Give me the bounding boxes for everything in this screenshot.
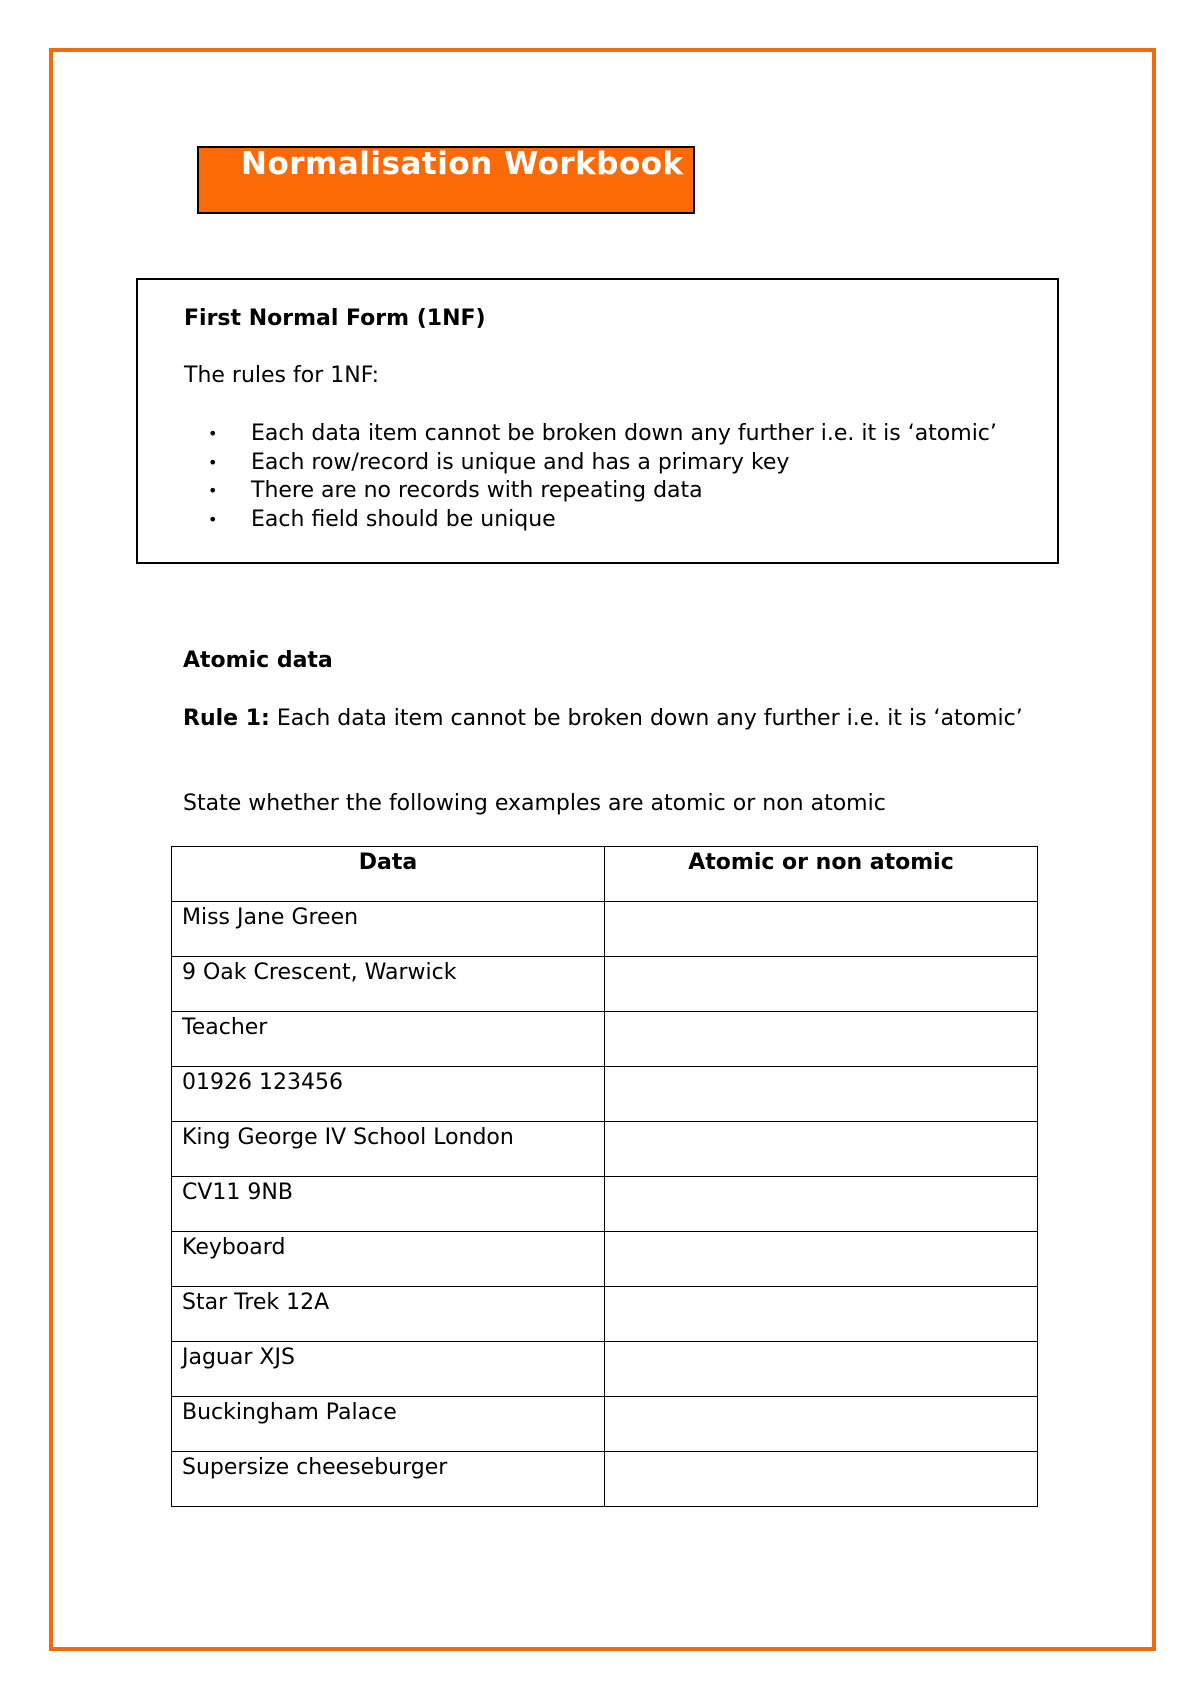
rules-box xyxy=(136,278,1059,564)
header-atomic-or-non-atomic: Atomic or non atomic xyxy=(605,847,1038,902)
answer-cell[interactable] xyxy=(605,1012,1038,1067)
answer-cell[interactable] xyxy=(605,1232,1038,1287)
data-cell: Buckingham Palace xyxy=(172,1397,605,1452)
rules-list xyxy=(208,420,1008,534)
data-cell: Keyboard xyxy=(172,1232,605,1287)
answer-cell[interactable] xyxy=(605,1067,1038,1122)
data-cell: Miss Jane Green xyxy=(172,902,605,957)
rule-item-text: Each data item cannot be broken down any further i.e. it is ‘atomic’ xyxy=(251,421,997,446)
rule-item-text: Each row/record is unique and has a primary key xyxy=(251,449,790,475)
data-cell: Teacher xyxy=(172,1012,605,1067)
table-row xyxy=(172,1452,1038,1507)
answer-cell[interactable] xyxy=(605,1342,1038,1397)
rule-item xyxy=(208,449,1008,478)
table-row xyxy=(172,1012,1038,1067)
answer-cell[interactable] xyxy=(605,902,1038,957)
answer-cell[interactable] xyxy=(605,1452,1038,1507)
instruction-text: State whether the following examples are atomic or non atomic xyxy=(183,791,886,816)
table-row xyxy=(172,1232,1038,1287)
bullet-icon: • xyxy=(208,424,218,443)
table-row xyxy=(172,957,1038,1012)
rule-one-body: Each data item cannot be broken down any further i.e. it is ‘atomic’ xyxy=(269,706,1023,731)
table-row xyxy=(172,902,1038,957)
atomic-data-heading: Atomic data xyxy=(183,648,333,673)
data-cell: 9 Oak Crescent, Warwick xyxy=(172,957,605,1012)
bullet-icon: • xyxy=(208,452,218,472)
page-title: Normalisation Workbook xyxy=(241,146,684,182)
title-banner xyxy=(197,146,695,214)
table-row xyxy=(172,1177,1038,1232)
answer-cell[interactable] xyxy=(605,1122,1038,1177)
table-row xyxy=(172,1067,1038,1122)
rule-item-text: Each field should be unique xyxy=(251,506,556,532)
bullet-icon: • xyxy=(208,509,218,529)
table-row xyxy=(172,1397,1038,1452)
table-row xyxy=(172,1122,1038,1177)
rule-item xyxy=(208,477,1008,506)
rules-intro: The rules for 1NF: xyxy=(184,363,380,388)
rules-heading: First Normal Form (1NF) xyxy=(184,306,486,331)
data-cell: CV11 9NB xyxy=(172,1177,605,1232)
rule-item-text: There are no records with repeating data xyxy=(251,478,703,503)
table-row xyxy=(172,1287,1038,1342)
answer-cell[interactable] xyxy=(605,1397,1038,1452)
header-data: Data xyxy=(172,847,605,902)
atomic-data-table xyxy=(171,846,1038,1507)
bullet-icon: • xyxy=(208,481,218,500)
data-cell: Jaguar XJS xyxy=(172,1342,605,1397)
data-cell: Supersize cheeseburger xyxy=(172,1452,605,1507)
rule-one-label: Rule 1: xyxy=(183,706,270,731)
answer-cell[interactable] xyxy=(605,957,1038,1012)
table-header-row xyxy=(172,847,1038,902)
table-row xyxy=(172,1342,1038,1397)
answer-cell[interactable] xyxy=(605,1177,1038,1232)
data-cell: 01926 123456 xyxy=(172,1067,605,1122)
data-cell: King George IV School London xyxy=(172,1122,605,1177)
rule-item xyxy=(208,506,1008,535)
rule-one-text xyxy=(183,705,1043,734)
data-cell: Star Trek 12A xyxy=(172,1287,605,1342)
answer-cell[interactable] xyxy=(605,1287,1038,1342)
rule-item xyxy=(208,420,1008,449)
